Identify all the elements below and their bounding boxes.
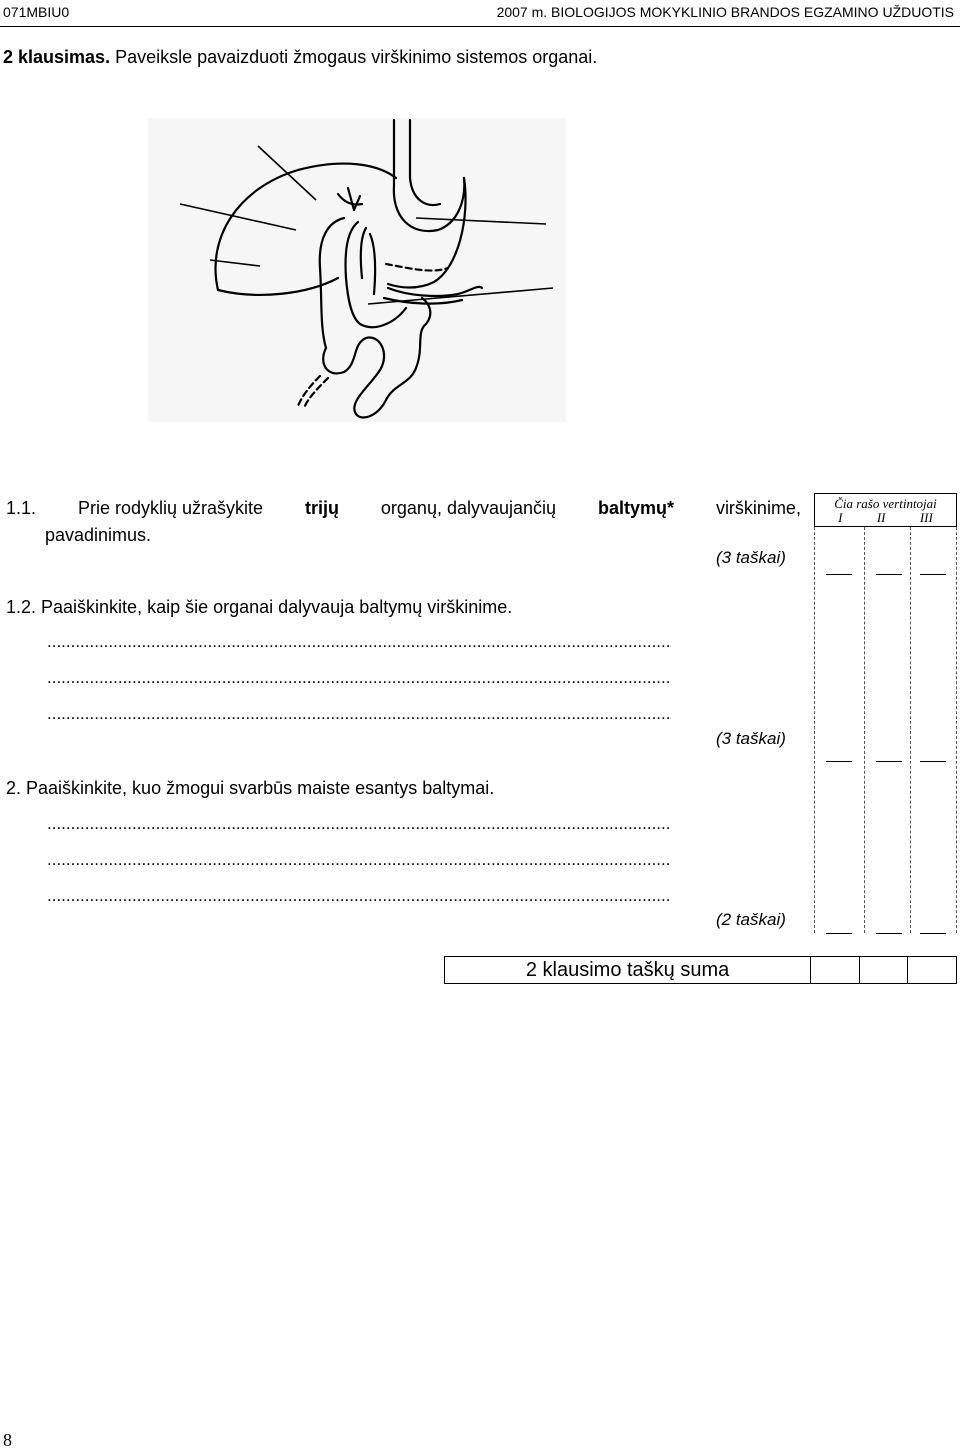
sum-cell-2[interactable] xyxy=(860,957,909,983)
score-blank[interactable] xyxy=(920,761,946,762)
question-1-1 xyxy=(6,497,801,519)
digestive-system-drawing xyxy=(148,118,566,422)
q11-num: 1.1. xyxy=(6,498,37,518)
grader-panel xyxy=(814,493,957,933)
q11-bold-b: baltymų* xyxy=(597,498,674,518)
score-blank[interactable] xyxy=(826,933,852,934)
answer-line[interactable]: .................................................................................................................................... xyxy=(47,850,671,869)
answer-line[interactable]: .................................................................................................................................... xyxy=(47,886,671,905)
score-blank[interactable] xyxy=(876,574,902,575)
score-blank[interactable] xyxy=(920,933,946,934)
grader-divider xyxy=(910,527,911,933)
answer-line[interactable]: .................................................................................................................................... xyxy=(47,668,671,687)
score-blank[interactable] xyxy=(826,761,852,762)
q11-bold-a: trijų xyxy=(304,498,339,518)
sum-cell-1[interactable] xyxy=(811,957,860,983)
header-divider xyxy=(0,26,960,27)
score-blank[interactable] xyxy=(876,761,902,762)
exam-code: 071MBIU0 xyxy=(3,4,70,20)
answer-line[interactable]: .................................................................................................................................... xyxy=(47,814,671,833)
score-blank[interactable] xyxy=(826,574,852,575)
question-text: Paveiksle pavaizduoti žmogaus virškinimo sistemos organai. xyxy=(110,47,598,67)
grader-col-1: I xyxy=(838,510,843,525)
q12-points: (3 taškai) xyxy=(716,729,786,748)
q11-text-a: Prie rodyklių užrašykite xyxy=(77,498,264,518)
grader-divider xyxy=(956,527,957,933)
points-sum-table xyxy=(444,956,957,984)
sum-cell-3[interactable] xyxy=(908,957,956,983)
q11-points: (3 taškai) xyxy=(716,548,786,567)
grader-title: Čia rašo vertintojai xyxy=(834,496,937,511)
q11-text-b: organų, dalyvaujančių xyxy=(380,498,557,518)
grader-col-3: III xyxy=(919,510,933,525)
exam-title: 2007 m. BIOLOGIJOS MOKYKLINIO BRANDOS EGZAMINO UŽDUOTIS xyxy=(496,4,954,20)
q11-text-d: pavadinimus. xyxy=(45,525,152,545)
question-number: 2 klausimas. xyxy=(3,47,111,67)
grader-divider xyxy=(814,527,815,933)
grader-divider xyxy=(864,527,865,933)
page-number: 8 xyxy=(3,1430,12,1450)
answer-line[interactable]: .................................................................................................................................... xyxy=(47,704,671,723)
points-sum-label: 2 klausimo taškų suma xyxy=(445,957,811,983)
score-blank[interactable] xyxy=(920,574,946,575)
question-title xyxy=(3,46,597,68)
q2-points: (2 taškai) xyxy=(716,910,786,929)
grader-header xyxy=(814,493,957,527)
question-1-2: 1.2. Paaiškinkite, kaip šie organai dalyvauja baltymų virškinime. xyxy=(6,597,513,617)
answer-line[interactable]: .................................................................................................................................... xyxy=(47,632,671,651)
grader-col-2: II xyxy=(876,510,886,525)
question-2: 2. Paaiškinkite, kuo žmogui svarbūs maiste esantys baltymai. xyxy=(6,778,495,798)
score-blank[interactable] xyxy=(876,933,902,934)
q11-text-c: virškinime, xyxy=(715,498,801,518)
